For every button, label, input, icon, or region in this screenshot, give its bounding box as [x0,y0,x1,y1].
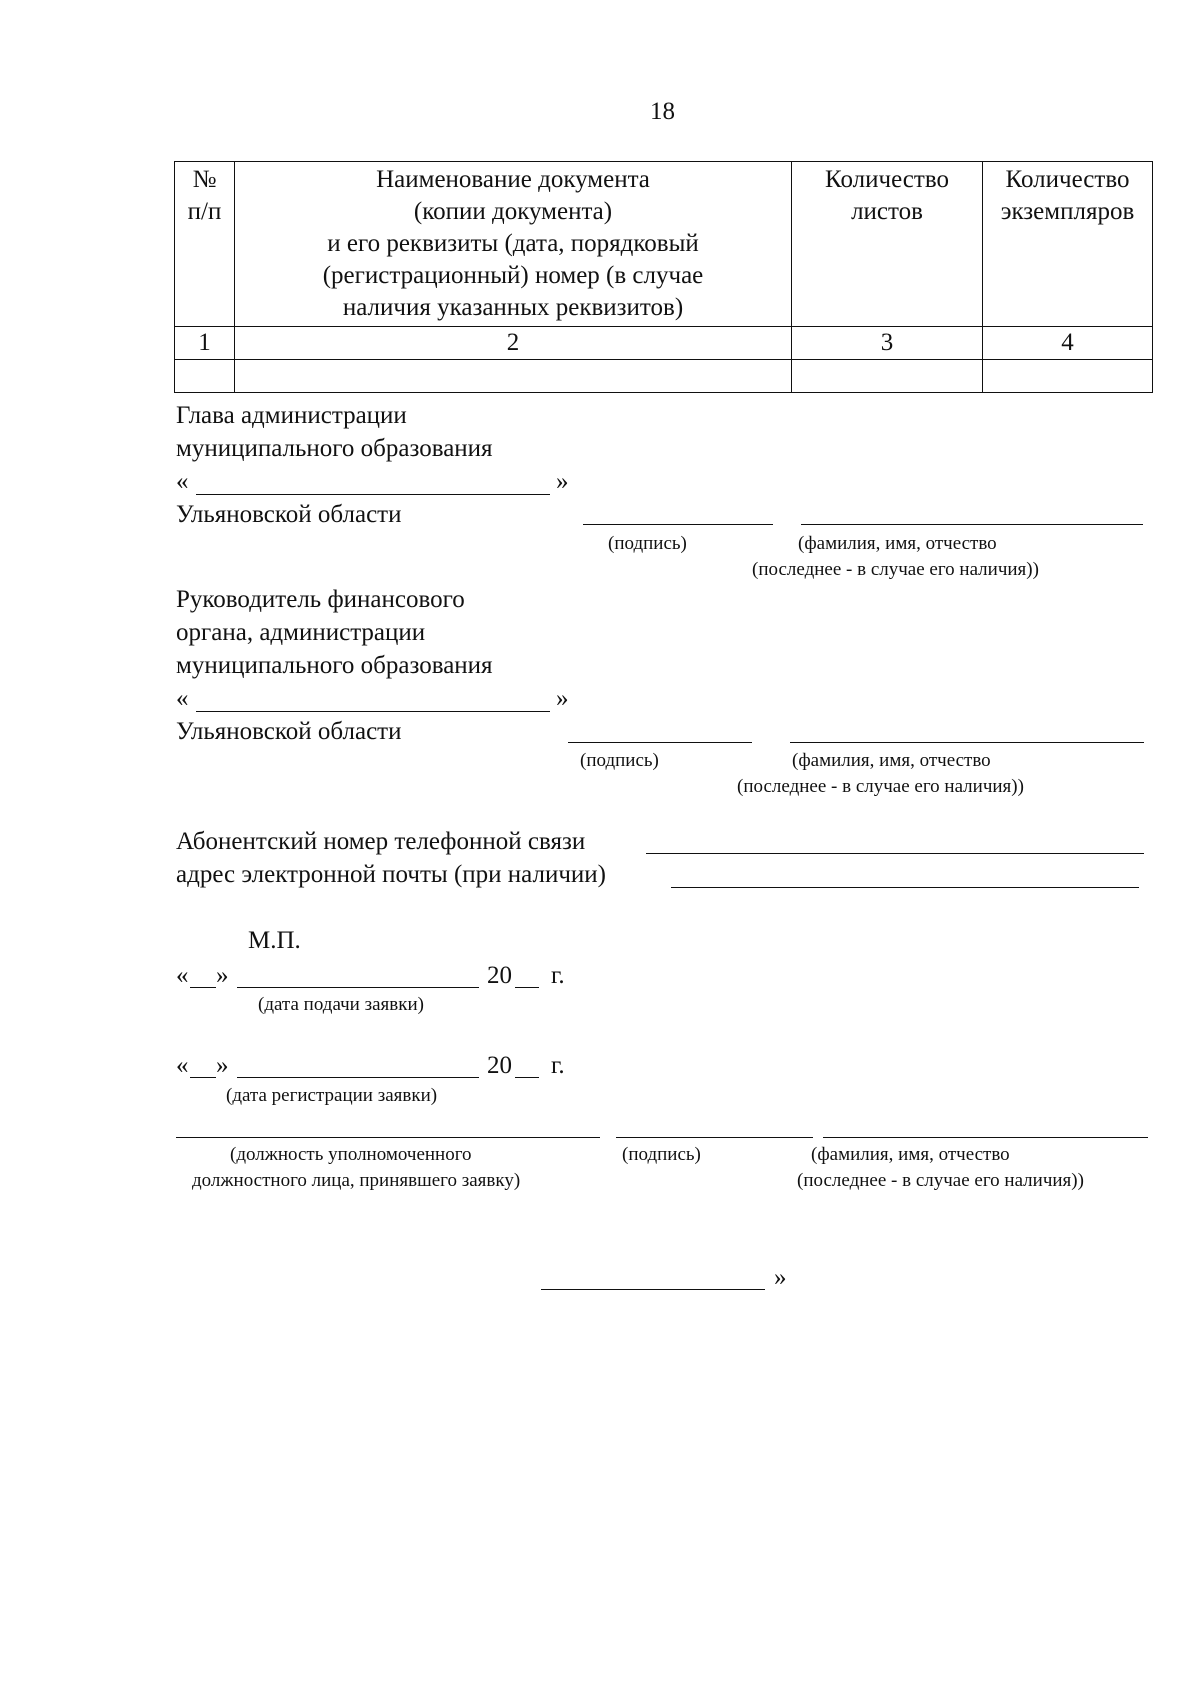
official-position-caption-1: (должность уполномоченного [230,1144,472,1165]
column-number-4: 4 [983,327,1153,360]
submit-quote-open: « [176,962,189,989]
registration-year-field[interactable] [515,1077,539,1078]
table-cell-empty[interactable] [792,360,983,393]
header-number [175,162,235,327]
submit-year-field[interactable] [515,987,539,988]
table-cell-empty[interactable] [983,360,1153,393]
header-document-name-text: Наименование документа (копии документа) и его реквизиты (дата, порядковый (регистрационный) номер (в случае наличия указанных реквизитов) [322,166,704,321]
finance-title-line3: муниципального образования [176,652,493,679]
finance-quote-close: » [556,685,569,712]
head-signature-caption: (подпись) [608,533,687,554]
official-signature-field[interactable] [616,1137,813,1138]
email-field[interactable] [671,887,1139,888]
table-row-empty [175,360,1153,393]
finance-title-line2: органа, администрации [176,619,426,646]
head-quote-close: » [556,468,569,495]
submit-year-prefix: 20 [487,962,512,989]
head-title-line1: Глава администрации [176,402,407,429]
submit-day-field[interactable] [190,987,216,988]
finance-fullname-field[interactable] [790,742,1144,743]
head-quote-open: « [176,468,189,495]
head-fullname-field[interactable] [801,524,1143,525]
submit-month-field[interactable] [237,987,479,988]
official-position-caption-2: должностного лица, принявшего заявку) [192,1170,521,1191]
email-label: адрес электронной почты (при наличии) [176,861,606,888]
head-title-line4: Ульяновской области [176,501,402,528]
documents-table [174,161,1153,393]
official-fullname-field[interactable] [823,1137,1148,1138]
submit-quote-close: » [216,962,229,989]
header-document-name [235,162,792,327]
official-position-field[interactable] [176,1137,600,1138]
registration-year-prefix: 20 [487,1052,512,1079]
official-signature-caption: (подпись) [622,1144,701,1165]
table-cell-empty[interactable] [235,360,792,393]
head-name-caption-2: (последнее - в случае его наличия)) [752,559,1039,580]
stamp-label: М.П. [248,927,301,954]
registration-quote-close: » [216,1052,229,1079]
finance-title-line1: Руководитель финансового [176,586,465,613]
closing-quote: » [774,1264,787,1291]
registration-day-field[interactable] [190,1077,216,1078]
header-sheet-count-text: Количество листов [825,166,949,225]
head-title-line2: муниципального образования [176,435,493,462]
submit-date-caption: (дата подачи заявки) [258,994,424,1015]
finance-name-caption-1: (фамилия, имя, отчество [792,750,991,771]
finance-signature-caption: (подпись) [580,750,659,771]
header-sheet-count [792,162,983,327]
phone-field[interactable] [646,853,1144,854]
column-number-row [175,327,1153,360]
finance-municipality-name-field[interactable] [196,711,550,712]
finance-signature-field[interactable] [568,742,752,743]
registration-month-field[interactable] [237,1077,479,1078]
registration-quote-open: « [176,1052,189,1079]
head-signature-field[interactable] [583,524,773,525]
column-number-3: 3 [792,327,983,360]
table-cell-empty[interactable] [175,360,235,393]
header-number-text: № п/п [187,166,222,225]
table-header-row [175,162,1153,327]
phone-label: Абонентский номер телефонной связи [176,828,586,855]
column-number-1: 1 [175,327,235,360]
page-number: 18 [650,98,675,125]
head-municipality-name-field[interactable] [196,494,550,495]
official-name-caption-2: (последнее - в случае его наличия)) [797,1170,1084,1191]
finance-title-line5: Ульяновской области [176,718,402,745]
header-copy-count [983,162,1153,327]
registration-date-caption: (дата регистрации заявки) [226,1085,438,1106]
registration-year-suffix: г. [551,1052,565,1079]
submit-year-suffix: г. [551,962,565,989]
column-number-2: 2 [235,327,792,360]
closing-field[interactable] [541,1289,765,1290]
finance-quote-open: « [176,685,189,712]
official-name-caption-1: (фамилия, имя, отчество [811,1144,1010,1165]
finance-name-caption-2: (последнее - в случае его наличия)) [737,776,1024,797]
head-name-caption-1: (фамилия, имя, отчество [798,533,997,554]
header-copy-count-text: Количество экземпляров [1000,166,1135,225]
